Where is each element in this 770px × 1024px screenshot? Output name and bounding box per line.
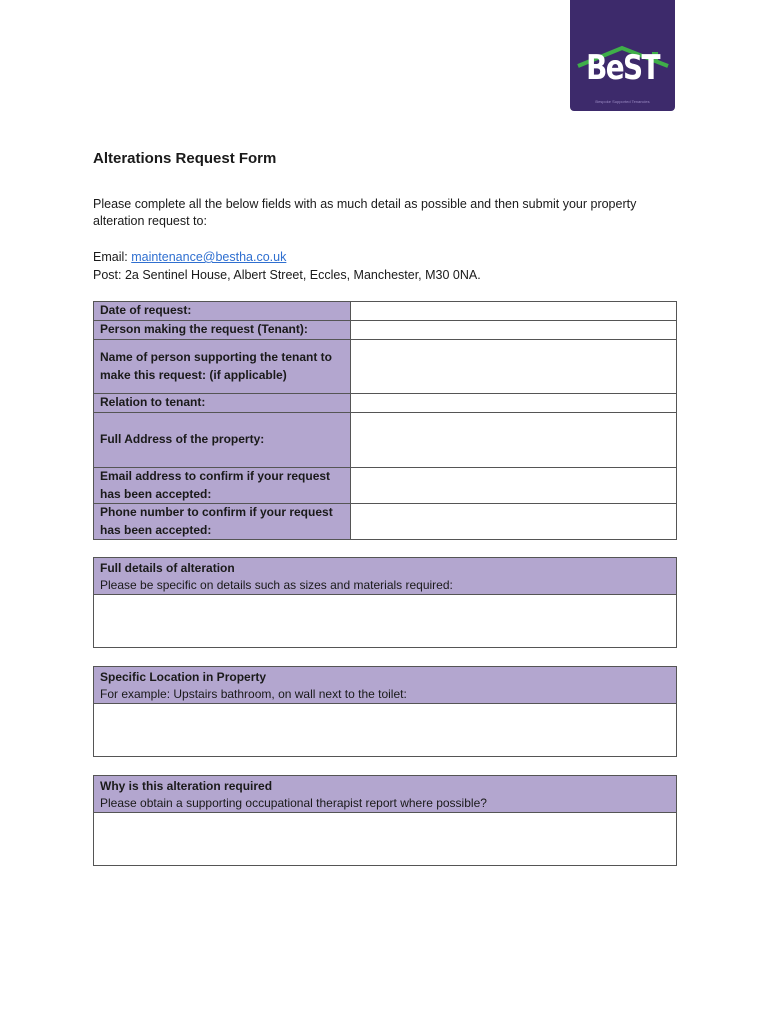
alteration-details-field[interactable] xyxy=(94,595,676,647)
date-of-request-label: Date of request: xyxy=(94,302,351,321)
section-subheading: Please obtain a supporting occupational therapist report where possible? xyxy=(100,796,487,810)
email-confirm-field[interactable] xyxy=(351,468,677,504)
phone-confirm-label: Phone number to confirm if your request has been accepted: xyxy=(94,504,351,540)
tenant-name-field[interactable] xyxy=(351,321,677,340)
page-title: Alterations Request Form xyxy=(93,150,277,167)
location-field[interactable] xyxy=(94,704,676,756)
section-header xyxy=(94,558,676,595)
email-link[interactable]: maintenance@bestha.co.uk xyxy=(131,250,287,264)
section-heading: Full details of alteration xyxy=(100,561,235,575)
section-header xyxy=(94,667,676,704)
table-row xyxy=(94,302,677,321)
table-row xyxy=(94,394,677,413)
reason-field[interactable] xyxy=(94,813,676,865)
address-field[interactable] xyxy=(351,413,677,468)
relation-field[interactable] xyxy=(351,394,677,413)
supporter-name-field[interactable] xyxy=(351,340,677,394)
table-row xyxy=(94,468,677,504)
post-address: Post: 2a Sentinel House, Albert Street, Eccles, Manchester, M30 0NA. xyxy=(93,268,481,282)
address-label: Full Address of the property: xyxy=(94,413,351,468)
phone-confirm-field[interactable] xyxy=(351,504,677,540)
section-subheading: For example: Upstairs bathroom, on wall next to the toilet: xyxy=(100,687,407,701)
email-label: Email: xyxy=(93,250,132,264)
table-row xyxy=(94,340,677,394)
section-heading: Why is this alteration required xyxy=(100,779,273,793)
location-section xyxy=(93,666,677,757)
email-line xyxy=(93,250,286,264)
request-info-table xyxy=(93,301,677,540)
section-subheading: Please be specific on details such as sizes and materials required: xyxy=(100,578,453,592)
relation-label: Relation to tenant: xyxy=(94,394,351,413)
tenant-name-label: Person making the request (Tenant): xyxy=(94,321,351,340)
date-of-request-field[interactable] xyxy=(351,302,677,321)
reason-section xyxy=(93,775,677,866)
email-confirm-label: Email address to confirm if your request has been accepted: xyxy=(94,468,351,504)
best-logo xyxy=(570,0,675,111)
intro-text: Please complete all the below fields with as much detail as possible and then submit your property alteration request to: xyxy=(93,197,637,228)
supporter-name-label: Name of person supporting the tenant to make this request: (if applicable) xyxy=(94,340,351,394)
table-row xyxy=(94,413,677,468)
alteration-details-section xyxy=(93,557,677,648)
section-header xyxy=(94,776,676,813)
logo-tagline: Bespoke Supported Tenancies xyxy=(595,99,650,104)
section-heading: Specific Location in Property xyxy=(100,670,267,684)
table-row xyxy=(94,321,677,340)
table-row xyxy=(94,504,677,540)
logo-text: BeST xyxy=(586,48,659,88)
